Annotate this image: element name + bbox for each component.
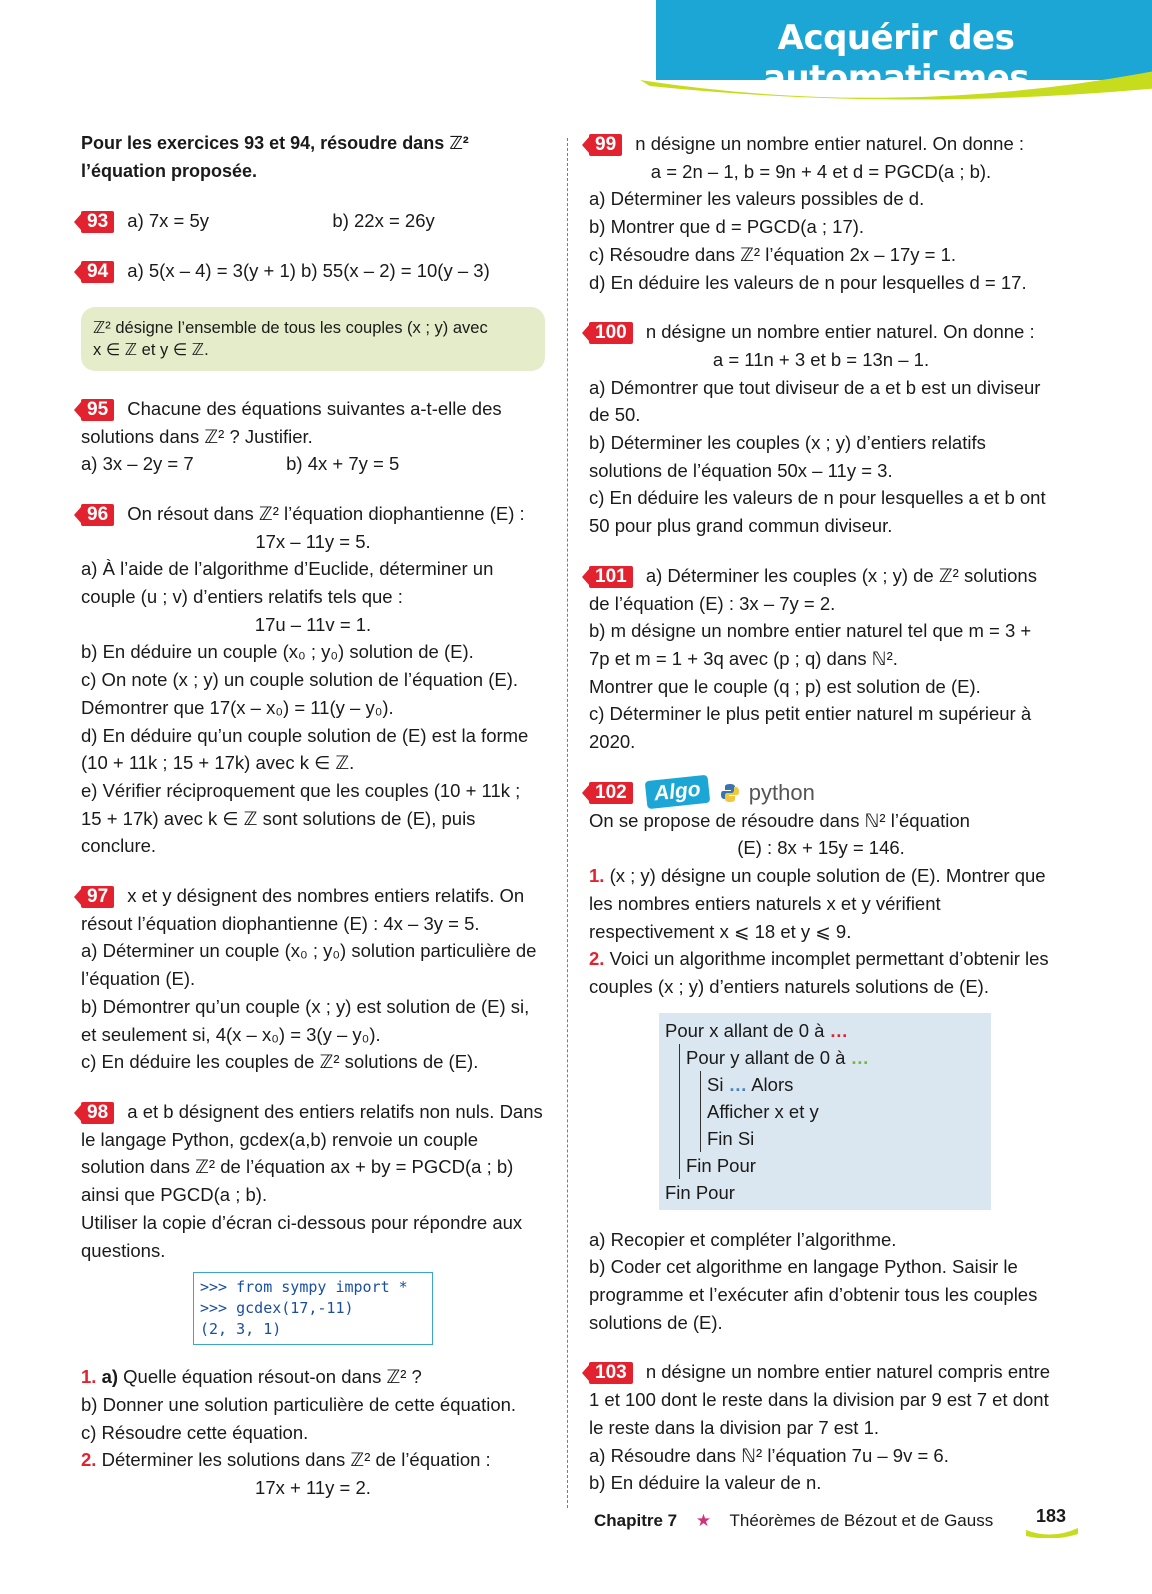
question-1a: 1. a) Quelle équation résout-on dans ℤ² ? [81, 1366, 422, 1388]
algo-line: Afficher x et y [707, 1100, 819, 1122]
algo-line: Fin Pour [686, 1154, 756, 1176]
exercise-number: 95 [81, 399, 114, 421]
exercise-number: 102 [589, 782, 633, 804]
chapter-label: Chapitre 7 [594, 1511, 678, 1530]
statement: On résout dans ℤ² l’équation diophantienne (E) : [127, 502, 525, 524]
intro-text: Pour les exercices 93 et 94, résoudre dans ℤ² l’équation proposée. [81, 133, 469, 181]
part-b: b) 4x + 7y = 5 [286, 453, 400, 475]
algo-line: Pour x allant de 0 à … [665, 1019, 849, 1041]
part-b: b) Déterminer les couples (x ; y) d’entiers relatifs solutions de l’équation 50x – 11y = 3. [589, 432, 986, 481]
exercise-number: 99 [589, 134, 622, 156]
part-c: c) Résoudre dans ℤ² l’équation 2x – 17y = 1. [589, 243, 957, 265]
footer [594, 1511, 993, 1531]
part-b: b) Coder cet algorithme en langage Python. Saisir le programme et l’exécuter afin d’obtenir tous les couples solutions de (E). [589, 1256, 1038, 1333]
equation: 17u – 11v = 1. [254, 613, 372, 635]
code-line: >>> gcdex(17,-11) [200, 1299, 354, 1318]
part-b: b) En déduire un couple (x₀ ; y₀) solution de (E). [81, 641, 474, 663]
part-d: d) En déduire les valeurs de n pour lesquelles d = 17. [589, 271, 1027, 293]
question-1c: c) Résoudre cette équation. [81, 1421, 309, 1443]
part-b: b) 22x = 26y [332, 210, 435, 232]
page-title: Acquérir des automatismes [763, 18, 1029, 98]
equation: a = 2n – 1, b = 9n + 4 et d = PGCD(a ; b). [650, 160, 992, 182]
part-c: c) On note (x ; y) un couple solution de l’équation (E). Démontrer que 17(x – x₀) = 11(y – y₀). [81, 669, 519, 718]
instruction: Utiliser la copie d’écran ci-dessous pour répondre aux questions. [81, 1211, 523, 1261]
question-1: 1. (x ; y) désigne un couple solution de (E). Montrer que les nombres entiers naturels x et y vérifient respectivement x ⩽ 18 et y ⩽ 9. [589, 865, 1046, 942]
part-c: c) Déterminer le plus petit entier naturel m supérieur à 2020. [589, 703, 1032, 753]
exercise-96 [81, 500, 545, 860]
exercise-number: 94 [81, 261, 114, 283]
part-a: a) 3x – 2y = 7 [81, 453, 194, 475]
exercise-number: 98 [81, 1102, 114, 1124]
left-column [81, 130, 545, 1524]
part-a: a) Déterminer un couple (x₀ ; y₀) solution particulière de l’équation (E). [81, 940, 537, 990]
chapter-title: Théorèmes de Bézout et de Gauss [729, 1511, 994, 1530]
code-line: >>> from sympy import * [200, 1278, 408, 1297]
exercise-number: 97 [81, 886, 114, 908]
python-logo-icon [720, 783, 740, 803]
exercise-number: 100 [589, 322, 633, 344]
equation: 17x + 11y = 2. [255, 1477, 371, 1499]
part-b: b) m désigne un nombre entier naturel tel que m = 3 + 7p et m = 1 + 3q avec (p ; q) dans ℕ². [589, 620, 1032, 669]
statement: n désigne un nombre entier naturel. On donne : [635, 133, 1025, 154]
exercise-number: 101 [589, 566, 633, 588]
part-b: b) Démontrer qu’un couple (x ; y) est solution de (E) si, et seulement si, 4(x – x₀) = 3(y – y₀). [81, 995, 530, 1045]
note-line: ℤ² désigne l’ensemble de tous les couples (x ; y) avec [93, 318, 488, 337]
statement: Chacune des équations suivantes a-t-elle des solutions dans ℤ² ? Justifier. [81, 397, 502, 447]
exercise-100 [589, 318, 1053, 540]
statement: On se propose de résoudre dans ℕ² l’équation [589, 809, 970, 831]
exercise-97 [81, 882, 545, 1076]
algo-line: Pour y allant de 0 à … [686, 1046, 870, 1068]
exercise-103 [589, 1358, 1053, 1497]
equation: 17x – 11y = 5. [255, 530, 371, 552]
algo-badge: Algo [645, 775, 710, 809]
algo-line: Fin Si [707, 1127, 755, 1149]
part-a: a) Déterminer les couples (x ; y) de ℤ² solutions de l’équation (E) : 3x – 7y = 2. [589, 564, 1037, 614]
exercise-95 [81, 395, 545, 478]
part-b: b) Montrer que d = PGCD(a ; 17). [589, 216, 865, 238]
exercise-number: 103 [589, 1362, 633, 1384]
column-divider [567, 138, 568, 1508]
page-number-swoosh [1026, 1526, 1078, 1538]
python-screenshot [193, 1272, 433, 1345]
exercise-102 [589, 778, 1053, 1337]
page-number: 183 [1036, 1506, 1067, 1526]
part-c: c) En déduire les valeurs de n pour lesquelles a et b ont 50 pour plus grand commun diviseur. [589, 487, 1046, 537]
exercise-101 [589, 562, 1053, 756]
code-line: (2, 3, 1) [200, 1320, 282, 1339]
part-a: a) À l’aide de l’algorithme d’Euclide, déterminer un couple (u ; v) d’entiers relatifs tels que : [81, 558, 494, 608]
exercise-93 [81, 207, 545, 235]
part-a: a) Déterminer les valeurs possibles de d. [589, 188, 925, 210]
part-a: a) 7x = 5y [127, 210, 210, 232]
part-e: e) Vérifier réciproquement que les couples (10 + 11k ; 15 + 17k) avec k ∈ ℤ sont solutions de (E), puis conclure. [81, 779, 521, 857]
exercise-number: 93 [81, 211, 114, 233]
note-line: x ∈ ℤ et y ∈ ℤ. [93, 340, 209, 359]
equation: a = 11n + 3 et b = 13n – 1. [712, 348, 930, 370]
exercise-94 [81, 257, 545, 285]
question-2: 2. Déterminer les solutions dans ℤ² de l’équation : [81, 1449, 491, 1471]
part-a: a) Résoudre dans ℕ² l’équation 7u – 9v = 6. [589, 1444, 949, 1466]
right-column [589, 130, 1053, 1519]
algo-line: Si … Alors [707, 1073, 794, 1095]
python-label: python [748, 780, 815, 806]
statement: n désigne un nombre entier naturel compris entre 1 et 100 dont le reste dans la division par 9 est 7 et dont le reste dans la division par 7 est 1. [589, 1361, 1050, 1438]
part-a: a) 5(x – 4) = 3(y + 1) [127, 260, 296, 282]
part-d: d) En déduire qu’un couple solution de (E) est la forme (10 + 11k ; 15 + 17k) avec k ∈ ℤ. [81, 724, 529, 774]
algo-block-if [700, 1071, 985, 1152]
statement: x et y désignent des nombres entiers relatifs. On résout l’équation diophantienne (E) : 4x – 3y = 5. [81, 885, 525, 934]
star-icon: ★ [695, 1511, 712, 1530]
statement: a et b désignent des entiers relatifs non nuls. Dans le langage Python, gcdex(a,b) renvoie un couple solution dans ℤ² de l’équation ax + by = PGCD(a ; b) ainsi que PGCD(a ; b). [81, 1100, 543, 1206]
algo-line: Fin Pour [665, 1181, 735, 1203]
part-b: b) 55(x – 2) = 10(y – 3) [301, 260, 490, 282]
equation: (E) : 8x + 15y = 146. [737, 837, 905, 859]
part-b-2: Montrer que le couple (q ; p) est solution de (E). [589, 675, 981, 697]
definition-note [81, 307, 545, 371]
part-b: b) En déduire la valeur de n. [589, 1472, 822, 1494]
part-c: c) En déduire les couples de ℤ² solutions de (E). [81, 1051, 479, 1073]
part-a: a) Démontrer que tout diviseur de a et b est un diviseur de 50. [589, 376, 1041, 426]
statement: n désigne un nombre entier naturel. On donne : [645, 321, 1035, 343]
part-a: a) Recopier et compléter l’algorithme. [589, 1228, 897, 1250]
exercise-99 [589, 130, 1053, 296]
exercise-98 [81, 1098, 545, 1502]
question-1b: b) Donner une solution particulière de cette équation. [81, 1393, 517, 1415]
exercise-number: 96 [81, 504, 114, 526]
question-2: 2. Voici un algorithme incomplet permettant d’obtenir les couples (x ; y) d’entiers naturels solutions de (E). [589, 948, 1049, 997]
algo-block-inner [679, 1044, 985, 1179]
algorithm-box [659, 1013, 991, 1210]
